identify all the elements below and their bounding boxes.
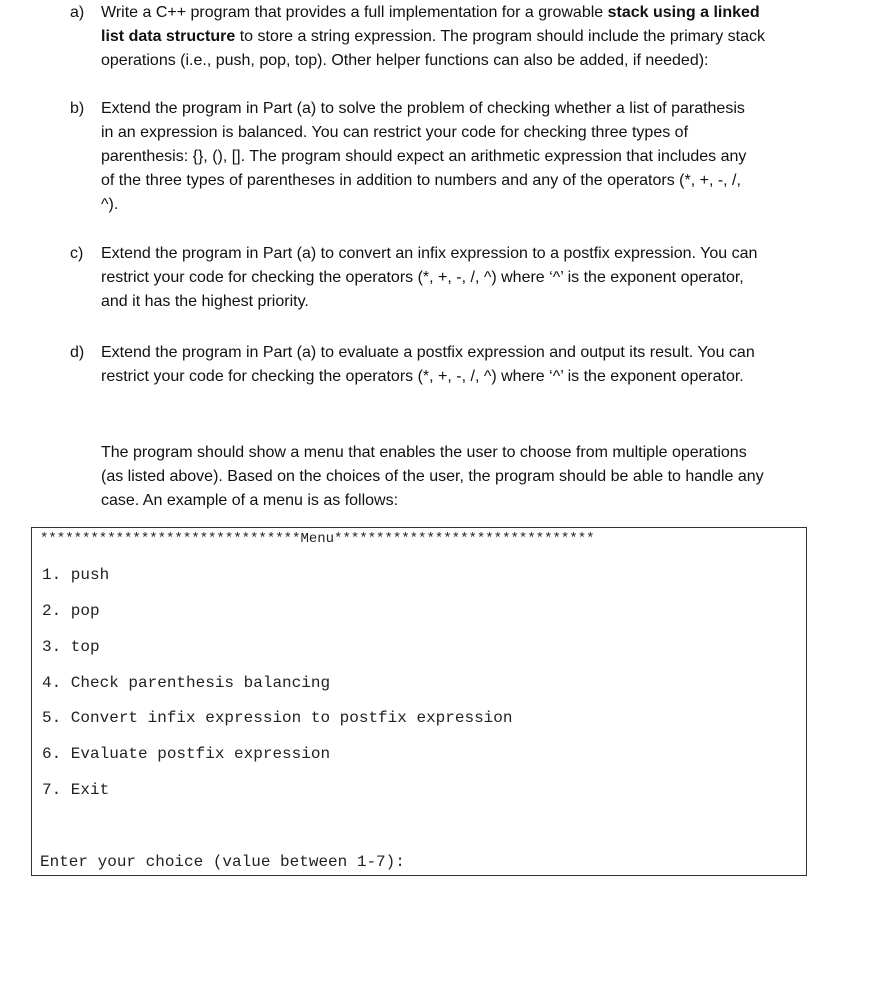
text-run: to store a string expression. The program should include the primary stack: [235, 28, 765, 45]
question-letter: a): [70, 4, 85, 21]
question-text: [101, 242, 801, 314]
text-run: Write a C++ program that provides a full implementation for a growable: [101, 4, 608, 21]
menu-item-check-balancing: 4. Check parenthesis balancing: [42, 674, 331, 692]
question-line: of the three types of parentheses in addition to numbers and any of the operators (*, +, -, /,: [101, 172, 741, 189]
question-line: restrict your code for checking the operators (*, +, -, /, ^) where ‘^’ is the exponent operator,: [101, 269, 744, 286]
question-line: parenthesis: {}, (), []. The program should expect an arithmetic expression that includes any: [101, 148, 747, 165]
question-line: and it has the highest priority.: [101, 293, 309, 310]
question-line: Extend the program in Part (a) to convert an infix expression to a postfix expression. You can: [101, 245, 758, 262]
menu-header: *******************************Menu*******************************: [40, 531, 595, 547]
menu-item-push: 1. push: [42, 566, 110, 584]
intro-line: The program should show a menu that enables the user to choose from multiple operations: [101, 444, 747, 461]
question-line: Extend the program in Part (a) to solve the problem of checking whether a list of parathesis: [101, 100, 745, 117]
intro-line: (as listed above). Based on the choices of the user, the program should be able to handle any: [101, 468, 764, 485]
question-line: ^).: [101, 196, 119, 213]
question-text: [101, 1, 801, 73]
question-line: Extend the program in Part (a) to evaluate a postfix expression and output its result. You can: [101, 344, 755, 361]
question-letter: d): [70, 344, 85, 361]
question-line: [101, 25, 801, 49]
menu-item-infix-to-postfix: 5. Convert infix expression to postfix expression: [42, 709, 513, 727]
choice-prompt: Enter your choice (value between 1-7):: [40, 853, 405, 871]
bold-text: stack using a linked: [607, 4, 760, 21]
menu-example-box: [31, 527, 807, 876]
question-letter: b): [70, 100, 85, 117]
bold-text: list data structure: [101, 28, 236, 45]
menu-item-top: 3. top: [42, 638, 100, 656]
question-line: restrict your code for checking the operators (*, +, -, /, ^) where ‘^’ is the exponent operator.: [101, 368, 744, 385]
question-text: [101, 97, 801, 217]
menu-item-evaluate-postfix: 6. Evaluate postfix expression: [42, 745, 331, 763]
question-line: operations (i.e., push, pop, top). Other helper functions can also be added, if needed):: [101, 52, 709, 69]
question-letter: c): [70, 245, 84, 262]
menu-item-pop: 2. pop: [42, 602, 100, 620]
question-line: in an expression is balanced. You can restrict your code for checking three types of: [101, 124, 689, 141]
question-text: [101, 341, 801, 389]
menu-intro-paragraph: [101, 441, 801, 513]
question-line: [101, 1, 801, 25]
menu-item-exit: 7. Exit: [42, 781, 110, 799]
intro-line: case. An example of a menu is as follows:: [101, 492, 399, 509]
